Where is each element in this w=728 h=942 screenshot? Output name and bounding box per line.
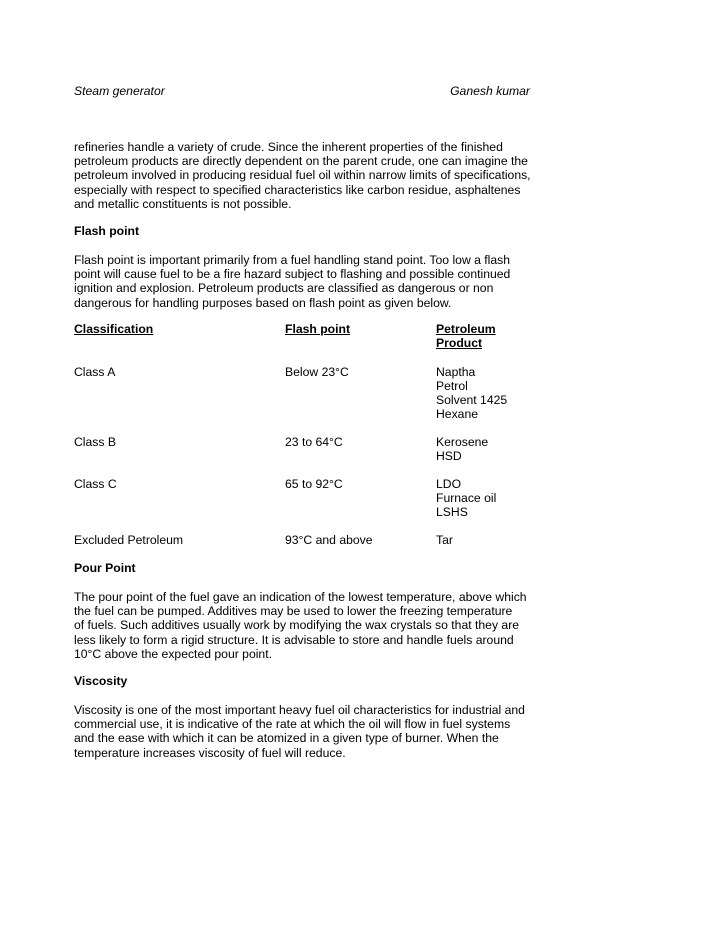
pour-line: of fuels. Such additives usually work by modifying the wax crystals so that they are: [74, 618, 520, 633]
row-product: LSHS: [436, 505, 468, 519]
flash-line: dangerous for handling purposes based on flash point as given below.: [74, 295, 452, 310]
pour-line: The pour point of the fuel gave an indication of the lowest temperature, above which: [74, 590, 527, 604]
flash-point-heading: Flash point: [74, 224, 139, 238]
row-flash-point: 93°C and above: [285, 533, 373, 547]
row-product: Naptha: [436, 365, 476, 379]
col-flash-point: Flash point: [285, 322, 350, 336]
row-flash-point: 23 to 64°C: [285, 435, 343, 449]
pour-line: less likely to form a rigid structure. It is advisable to store and handle fuels around: [74, 632, 514, 647]
header-title: Steam generator: [74, 84, 165, 98]
row-class: Class A: [74, 365, 116, 379]
row-class: Excluded Petroleum: [74, 533, 184, 547]
viscosity-section: [74, 674, 127, 688]
col-petroleum: Petroleum: [436, 322, 496, 336]
pour-point-heading: Pour Point: [74, 561, 136, 575]
viscosity-line: temperature increases viscosity of fuel will reduce.: [74, 745, 346, 760]
row-flash-point: 65 to 92°C: [285, 477, 343, 491]
pour-line: the fuel can be pumped. Additives may be used to lower the freezing temperature: [74, 604, 513, 619]
flash-line: point will cause fuel to be a fire hazard subject to flashing and possible continued: [74, 267, 511, 282]
header-author: Ganesh kumar: [450, 84, 530, 98]
intro-paragraph: [74, 140, 531, 211]
row-product: Hexane: [436, 407, 479, 421]
flash-point-paragraph: [74, 253, 510, 310]
row-class: Class C: [74, 477, 117, 491]
intro-line: refineries handle a variety of crude. Since the inherent properties of the finished: [74, 140, 503, 154]
intro-line: petroleum involved in producing residual fuel oil within narrow limits of specifications,: [74, 168, 531, 183]
viscosity-line: Viscosity is one of the most important heavy fuel oil characteristics for industrial and: [74, 703, 525, 717]
pour-line: 10°C above the expected pour point.: [74, 646, 272, 661]
row-product: Furnace oil: [436, 491, 497, 505]
row-product: HSD: [436, 449, 462, 463]
flash-line: ignition and explosion. Petroleum products are classified as dangerous or non: [74, 281, 494, 296]
row-product: Solvent 1425: [436, 393, 508, 407]
col-product: Product: [436, 336, 483, 350]
viscosity-line: commercial use, it is indicative of the rate at which the oil will flow in fuel systems: [74, 717, 511, 732]
viscosity-line: and the ease with which it can be atomized in a given type of burner. When the: [74, 731, 499, 746]
flash-point-section: [74, 224, 139, 238]
intro-line: especially with respect to specified characteristics like carbon residue, asphaltenes: [74, 182, 521, 197]
intro-line: and metallic constituents is not possible.: [74, 196, 292, 211]
pour-point-paragraph: [74, 590, 527, 661]
row-product: Petrol: [436, 379, 468, 393]
row-class: Class B: [74, 435, 116, 449]
viscosity-heading: Viscosity: [74, 674, 128, 688]
row-product: Kerosene: [436, 435, 489, 449]
col-classification: Classification: [74, 322, 154, 336]
flash-line: Flash point is important primarily from a fuel handling stand point. Too low a flash: [74, 253, 511, 267]
row-product: LDO: [436, 477, 462, 491]
intro-line: petroleum products are directly dependent on the parent crude, one can imagine the: [74, 154, 528, 169]
row-product: Tar: [436, 533, 453, 547]
viscosity-paragraph: [74, 703, 525, 760]
pour-point-section: [74, 561, 136, 575]
row-flash-point: Below 23°C: [285, 365, 349, 379]
